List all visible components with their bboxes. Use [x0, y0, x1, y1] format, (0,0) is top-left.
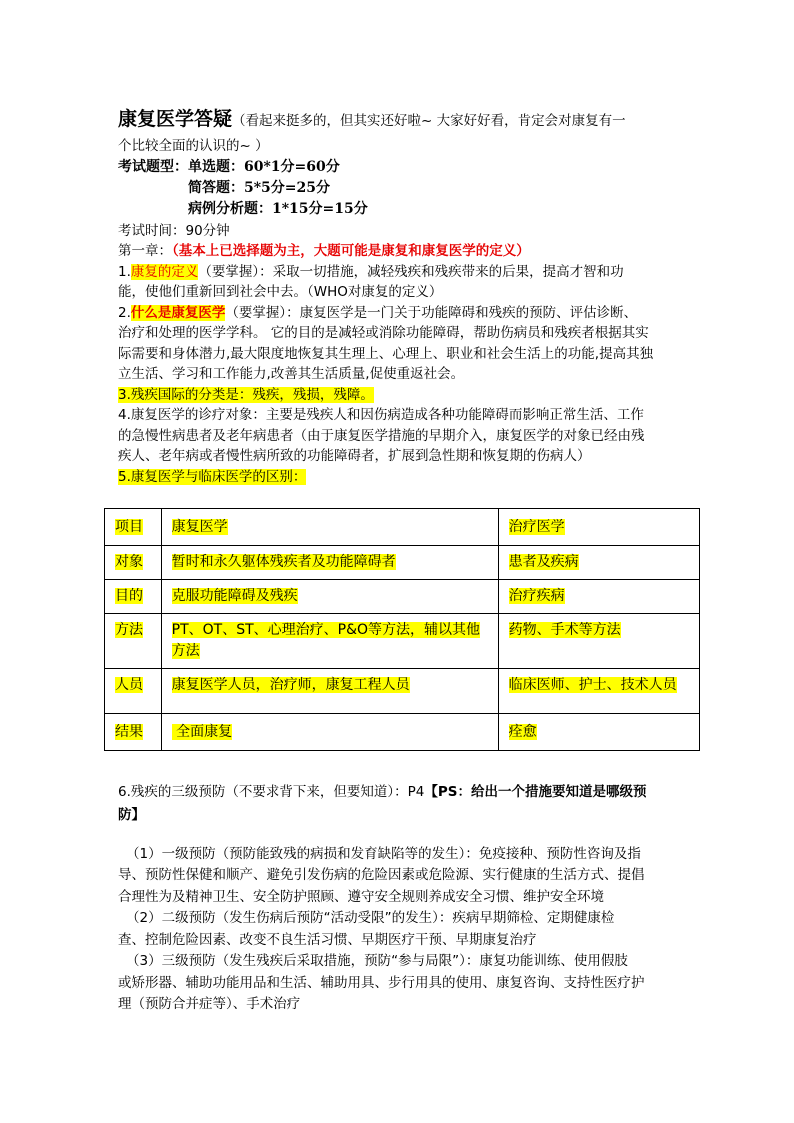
q3-text: 3.残疾国际的分类是：残疾，残损，残障。	[118, 386, 374, 403]
q2-line-1	[118, 303, 690, 324]
table-cell: 克服功能障碍及残疾	[171, 588, 298, 604]
table-cell: 对象	[115, 554, 143, 570]
section-6	[118, 782, 698, 1016]
exam-item-case-analysis: 病例分析题：1*15分=15分	[188, 200, 368, 217]
q2-line-4: 立生活、学习和工作能力,改善其生活质量,促使重返社会。	[118, 366, 465, 382]
table-row	[105, 669, 700, 714]
exam-row-3	[118, 199, 690, 220]
comparison-table	[104, 508, 700, 751]
title-line	[118, 106, 690, 134]
table-cell: 治疗医学	[508, 518, 565, 535]
table-row	[105, 714, 700, 751]
q6-line-2: 防】	[118, 806, 145, 823]
prevention-1-line-1: （1）一级预防（预防能致残的病损和发育缺陷等的发生）：免疫接种、预防性咨询及指	[126, 845, 641, 862]
table-cell: 项目	[115, 518, 143, 535]
q6-text: 6.残疾的三级预防（不要求背下来，但要知道）：P4	[118, 784, 425, 800]
table-cell: PT、OT、ST、心理治疗、P&O等方法，辅以其他方法	[171, 622, 481, 659]
q3-line	[118, 385, 690, 406]
q2-line-2: 治疗和处理的医学学科。 它的目的是减轻或消除功能障碍，帮助伤病员和残疾者根据其实	[118, 325, 649, 341]
exam-time: 考试时间：90分钟	[118, 222, 230, 239]
page-title: 康复医学答疑	[118, 108, 233, 130]
q2-line-3: 际需要和身体潜力,最大限度地恢复其生理上、心理上、职业和社会生活上的功能,提高其独	[118, 345, 654, 362]
q2-term: 什么是康复医学	[130, 304, 226, 321]
exam-item-single-choice: 单选题：60*1分=60分	[188, 158, 340, 175]
table-cell: 暂时和永久躯体残疾者及功能障碍者	[171, 554, 396, 570]
exam-row-2	[118, 178, 690, 199]
table-row	[105, 580, 700, 614]
table-cell: 全面康复	[171, 723, 233, 740]
q1-term: 康复的定义	[130, 263, 199, 280]
table-cell: 方法	[115, 622, 143, 638]
table-cell: 治疗疾病	[508, 588, 565, 604]
q1-text: （要掌握）：采取一切措施，减轻残疾和残疾带来的后果，提高才智和功	[198, 263, 624, 280]
prevention-2-line-2: 查、控制危险因素、改变不良生活习惯、早期医疗干预、早期康复治疗	[118, 931, 537, 948]
table-cell: 康复医学人员，治疗师，康复工程人员	[171, 677, 410, 693]
table-cell: 患者及疾病	[508, 554, 579, 570]
q2-number: 2.	[118, 304, 131, 321]
prevention-1-line-2: 导、预防性保健和顺产、避免引发伤病的危险因素或危险源、实行健康的生活方式、提倡	[118, 867, 645, 883]
prevention-1-line-3: 合理性为及精神卫生、安全防护照顾、遵守安全规则养成安全习惯、维护安全环境	[118, 888, 604, 905]
q5-line	[118, 467, 690, 488]
table-cell: 痊愈	[508, 723, 537, 740]
prevention-3-line-3: 理（预防合并症等）、手术治疗	[118, 996, 301, 1012]
chapter-note: （基本上已选择题为主，大题可能是康复和康复医学的定义）	[172, 243, 530, 259]
q1-number: 1.	[118, 263, 131, 280]
table-row	[105, 509, 700, 546]
table-cell: 药物、手术等方法	[508, 622, 621, 638]
q4-line-1: 4.康复医学的诊疗对象：主要是残疾人和因伤病造成各种功能障碍而影响正常生活、工作	[118, 407, 644, 423]
exam-item-short-answer: 简答题：5*5分=25分	[188, 179, 331, 196]
table-cell: 结果	[115, 723, 143, 740]
table-cell: 人员	[115, 677, 143, 693]
exam-row-1	[118, 157, 690, 178]
table-cell: 康复医学	[171, 518, 228, 535]
q5-text: 5.康复医学与临床医学的区别：	[118, 468, 307, 485]
q6-ps-note: 【PS：给出一个措施要知道是哪级预	[424, 784, 647, 800]
document-body	[118, 104, 690, 487]
q1-line-2: 能，使他们重新回到社会中去。（WHO对康复的定义）	[118, 284, 443, 300]
prevention-3-line-1: （3）三级预防（发生残疾后采取措施，预防“参与局限”）：康复功能训练、使用假肢	[126, 953, 628, 969]
prevention-2-line-1: （2）二级预防（发生伤病后预防“活动受限”的发生）：疾病早期筛检、定期健康检	[126, 910, 615, 926]
prevention-3-line-2: 或矫形器、辅助功能用品和生活、辅助用具、步行用具的使用、康复咨询、支持性医疗护	[118, 974, 645, 991]
q6-line-1	[118, 782, 698, 804]
q2-text: （要掌握）：康复医学是一门关于功能障碍和残疾的预防、评估诊断、	[225, 304, 638, 321]
q4-line-3: 疾人、老年病或者慢性病所致的功能障碍者，扩展到急性期和恢复期的伤病人）	[118, 448, 591, 464]
table-row	[105, 546, 700, 580]
chapter-prefix: 第一章：	[118, 243, 172, 259]
chapter-heading	[118, 241, 690, 262]
exam-format	[118, 157, 690, 220]
title-note-continued: 个比较全面的认识的~ ）	[118, 138, 269, 154]
table-cell: 临床医师、护士、技术人员	[508, 677, 677, 693]
q4-line-2: 的急慢性病患者及老年病患者（由于康复医学措施的早期介入，康复医学的对象已经由残	[118, 427, 645, 444]
table-cell: 目的	[115, 588, 143, 604]
prevention-list	[118, 844, 698, 1016]
title-note: （看起来挺多的，但其实还好啦~ 大家好好看，肯定会对康复有一	[232, 113, 626, 129]
table-row	[105, 614, 700, 669]
q1-line-1	[118, 262, 690, 283]
exam-label: 考试题型：	[118, 158, 188, 175]
